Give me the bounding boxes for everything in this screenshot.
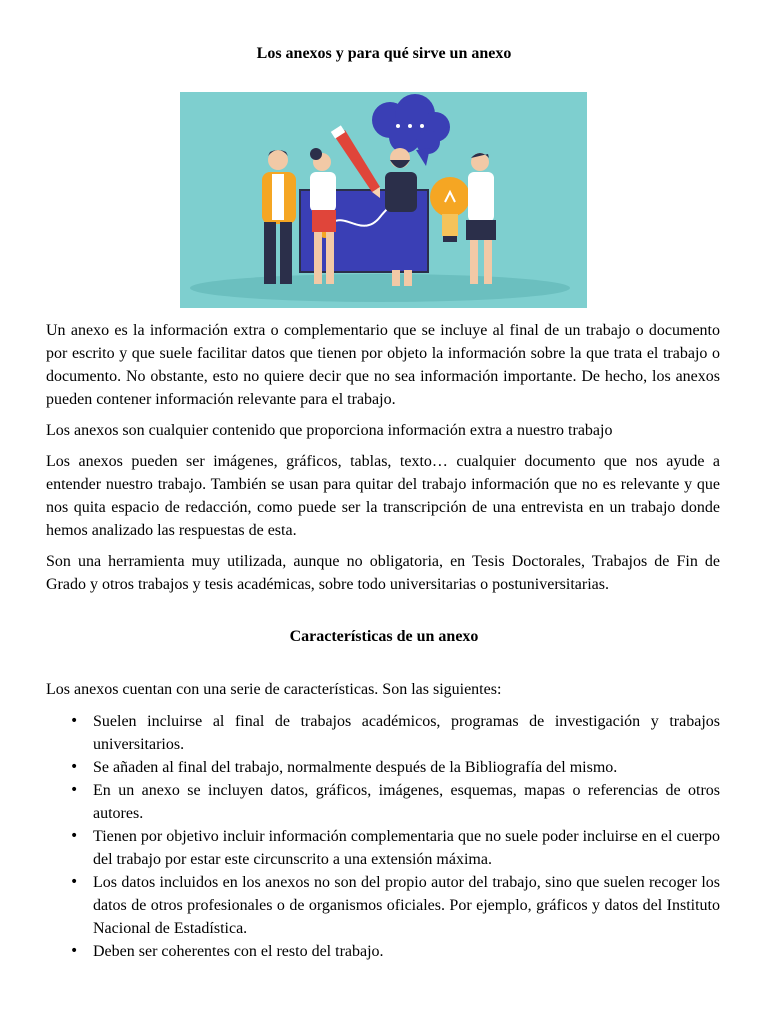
pencil-icon xyxy=(331,125,380,198)
lightbulb-icon xyxy=(430,177,470,242)
paragraph: Un anexo es la información extra o complementario que se incluye al final de un trabajo o documento por escrito y que suele facilitar datos que tienen por objeto la información sobre la que trata el trabajo o documento. No obstante, esto no quiere decir que no sea información importante. De hecho, los anexos pueden contener información relevante para el trabajo. xyxy=(46,322,720,408)
list-item: • Suelen incluirse al final de trabajos académicos, programas de investigación y trabajos universitarios. xyxy=(46,710,720,756)
body-paragraphs xyxy=(46,319,720,604)
list-item: • Los datos incluidos en los anexos no son del propio autor del trabajo, sino que suelen recoger los datos de otros profesionales o de organismos oficiales. Por ejemplo, gráficos y datos del Instituto Nacional de Estadística. xyxy=(46,871,720,940)
list-item: • Se añaden al final del trabajo, normalmente después de la Bibliografía del mismo. xyxy=(46,756,720,779)
bullet-list xyxy=(46,710,720,963)
section-heading: Características de un anexo xyxy=(289,628,479,645)
person-left-icon xyxy=(262,150,296,284)
person-right-icon xyxy=(466,153,496,284)
document-title: Los anexos y para qué sirve un anexo xyxy=(256,45,512,62)
intro-text: Los anexos cuentan con una serie de características. Son las siguientes: xyxy=(46,681,502,698)
list-item: • En un anexo se incluyen datos, gráficos, imágenes, esquemas, mapas o referencias de otros autores. xyxy=(46,779,720,825)
speech-bubble-icon xyxy=(372,94,450,166)
paragraph: Los anexos son cualquier contenido que proporciona información extra a nuestro trabajo xyxy=(46,422,613,439)
list-item: • Deben ser coherentes con el resto del trabajo. xyxy=(46,940,720,963)
paragraph: Son una herramienta muy utilizada, aunque no obligatoria, en Tesis Doctorales, Trabajos de Fin de Grado y otros trabajos y tesis académicas, sobre todo universitarias o postuniversitarias. xyxy=(46,553,720,593)
list-item: • Tienen por objetivo incluir información complementaria que no suele poder incluirse en el cuerpo del trabajo por estar este circunscrito a una extensión máxima. xyxy=(46,825,720,871)
team-brainstorm-illustration xyxy=(180,92,587,308)
paragraph: Los anexos pueden ser imágenes, gráficos, tablas, texto… cualquier documento que nos ayude a entender nuestro trabajo. También se usan para quitar del trabajo información que no es relevante y que nos quita espacio de redacción, como puede ser la transcripción de una entrevista en un trabajo donde hemos analizado las respuestas de esta. xyxy=(46,453,720,539)
